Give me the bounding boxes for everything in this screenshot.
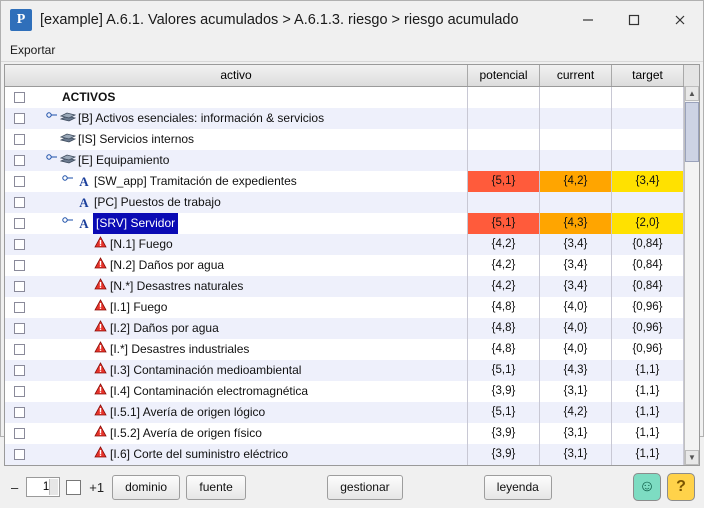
row-label: [PC] Puestos de trabajo — [94, 195, 221, 209]
row-label: [N.*] Desastres naturales — [110, 279, 244, 293]
row-label: [I.6] Corte del suministro eléctrico — [110, 447, 289, 461]
cell-current: {4,2} — [540, 171, 612, 192]
leyenda-button[interactable]: leyenda — [484, 475, 552, 500]
row-label: [B] Activos esenciales: información & servicios — [78, 111, 325, 125]
expand-toggle-icon[interactable] — [61, 171, 75, 192]
cell-activo[interactable] — [5, 276, 468, 297]
cell-target — [612, 150, 684, 171]
cell-potencial: {5,1} — [468, 402, 540, 423]
column-header-current[interactable]: current — [540, 65, 612, 86]
risk-table — [4, 64, 700, 466]
cell-current: {4,3} — [540, 360, 612, 381]
minimize-button[interactable] — [565, 1, 611, 39]
cell-potencial: {4,2} — [468, 276, 540, 297]
row-checkbox[interactable] — [14, 407, 25, 418]
cell-activo[interactable] — [5, 213, 468, 234]
cell-potencial: {3,9} — [468, 444, 540, 465]
cell-activo[interactable] — [5, 360, 468, 381]
cell-activo[interactable] — [5, 318, 468, 339]
cell-potencial — [468, 192, 540, 213]
row-checkbox[interactable] — [14, 134, 25, 145]
cell-target: {0,84} — [612, 234, 684, 255]
threat-warning-icon — [91, 339, 109, 360]
decrement-button[interactable]: – — [11, 479, 19, 495]
cell-target: {0,84} — [612, 276, 684, 297]
threat-warning-icon — [91, 255, 109, 276]
cell-current: {3,4} — [540, 234, 612, 255]
cell-current: {4,0} — [540, 318, 612, 339]
cell-target: {0,84} — [612, 255, 684, 276]
threat-warning-icon — [91, 444, 109, 465]
table-row[interactable] — [5, 318, 699, 339]
cell-target: {1,1} — [612, 444, 684, 465]
table-row[interactable] — [5, 444, 699, 465]
cell-activo[interactable] — [5, 87, 468, 108]
cell-potencial: {4,8} — [468, 339, 540, 360]
row-label: [IS] Servicios internos — [78, 132, 195, 146]
cell-target: {1,1} — [612, 360, 684, 381]
row-label: [I.5.2] Avería de origen físico — [110, 426, 262, 440]
row-checkbox[interactable] — [14, 428, 25, 439]
cell-potencial: {5,1} — [468, 171, 540, 192]
row-checkbox[interactable] — [14, 197, 25, 208]
cell-target: {0,96} — [612, 297, 684, 318]
cell-potencial: {5,1} — [468, 360, 540, 381]
cell-activo[interactable] — [5, 444, 468, 465]
table-row[interactable] — [5, 423, 699, 444]
threat-warning-icon — [91, 318, 109, 339]
threat-warning-icon — [91, 234, 109, 255]
title-bar — [1, 1, 703, 39]
column-header-activo[interactable]: activo — [5, 65, 468, 86]
cell-potencial: {5,1} — [468, 213, 540, 234]
cell-activo[interactable] — [5, 150, 468, 171]
table-header-row — [5, 65, 699, 87]
scroll-down-arrow[interactable]: ▼ — [685, 450, 699, 465]
asset-group-icon — [59, 129, 77, 150]
row-label: ACTIVOS — [62, 90, 116, 104]
level-stepper[interactable]: 1 — [26, 477, 60, 497]
cell-target: {0,96} — [612, 318, 684, 339]
cell-target — [612, 129, 684, 150]
menu-item-exportar[interactable]: Exportar — [10, 43, 56, 57]
cell-current: {4,3} — [540, 213, 612, 234]
cell-activo[interactable] — [5, 108, 468, 129]
cell-potencial: {3,9} — [468, 423, 540, 444]
row-checkbox[interactable] — [14, 344, 25, 355]
maximize-button[interactable] — [611, 1, 657, 39]
cell-activo[interactable] — [5, 129, 468, 150]
cell-activo[interactable] — [5, 255, 468, 276]
cell-activo[interactable] — [5, 234, 468, 255]
cell-target — [612, 192, 684, 213]
row-label: [I.*] Desastres industriales — [110, 342, 250, 356]
table-body — [5, 87, 699, 465]
dominio-button[interactable]: dominio — [112, 475, 180, 500]
table-row[interactable] — [5, 255, 699, 276]
plus-one-label[interactable]: +1 — [89, 479, 105, 495]
threat-warning-icon — [91, 297, 109, 318]
help-icon[interactable]: ? — [667, 473, 695, 501]
threat-warning-icon — [91, 423, 109, 444]
row-label: [I.4] Contaminación electromagnética — [110, 384, 309, 398]
cell-target: {2,0} — [612, 213, 684, 234]
row-label: [N.1] Fuego — [110, 237, 173, 251]
cell-current: {3,4} — [540, 255, 612, 276]
row-label: [N.2] Daños por agua — [110, 258, 225, 272]
window-controls — [565, 1, 703, 39]
header-scroll-corner — [684, 65, 699, 86]
row-label: [SRV] Servidor — [93, 213, 178, 234]
table-row[interactable] — [5, 87, 699, 108]
vertical-scrollbar[interactable] — [684, 86, 699, 465]
cell-potencial: {4,2} — [468, 255, 540, 276]
cell-potencial: {3,9} — [468, 381, 540, 402]
expand-toggle-icon[interactable] — [45, 150, 59, 171]
row-label: [E] Equipamiento — [78, 153, 170, 167]
cell-current: {4,0} — [540, 339, 612, 360]
row-checkbox[interactable] — [14, 281, 25, 292]
cell-activo[interactable] — [5, 423, 468, 444]
menu-bar — [1, 39, 703, 62]
fuente-button[interactable]: fuente — [186, 475, 246, 500]
table-row[interactable] — [5, 129, 699, 150]
row-checkbox[interactable] — [14, 92, 25, 103]
cell-current — [540, 129, 612, 150]
cell-target: {1,1} — [612, 423, 684, 444]
app-logo-icon: P — [10, 9, 32, 31]
cell-activo[interactable] — [5, 402, 468, 423]
row-label: [I.3] Contaminación medioambiental — [110, 363, 302, 377]
cell-activo[interactable] — [5, 171, 468, 192]
cell-potencial: {4,8} — [468, 297, 540, 318]
table-row[interactable] — [5, 171, 699, 192]
column-header-target[interactable]: target — [612, 65, 684, 86]
table-row[interactable] — [5, 402, 699, 423]
row-label: [I.2] Daños por agua — [110, 321, 219, 335]
scroll-up-arrow[interactable]: ▲ — [685, 86, 699, 101]
asset-icon: A — [79, 194, 89, 210]
cell-current: {3,1} — [540, 381, 612, 402]
row-checkbox[interactable] — [14, 323, 25, 334]
threat-warning-icon — [91, 276, 109, 297]
scrollbar-thumb[interactable] — [685, 102, 699, 162]
cell-target: {3,4} — [612, 171, 684, 192]
row-label: [SW_app] Tramitación de expedientes — [94, 174, 297, 188]
gestionar-button[interactable]: gestionar — [327, 475, 402, 500]
plus-checkbox[interactable] — [66, 480, 81, 495]
cell-target — [612, 108, 684, 129]
cell-current: {3,1} — [540, 444, 612, 465]
row-checkbox[interactable] — [14, 155, 25, 166]
expand-toggle-icon[interactable] — [45, 108, 59, 129]
table-row[interactable] — [5, 192, 699, 213]
row-label: [I.5.1] Avería de origen lógico — [110, 405, 266, 419]
expand-toggle-icon[interactable] — [61, 213, 75, 234]
cell-target: {1,1} — [612, 402, 684, 423]
cell-potencial: {4,8} — [468, 318, 540, 339]
cell-activo[interactable] — [5, 192, 468, 213]
row-checkbox[interactable] — [14, 176, 25, 187]
row-checkbox[interactable] — [14, 449, 25, 460]
table-row[interactable] — [5, 339, 699, 360]
cell-target: {0,96} — [612, 339, 684, 360]
table-row[interactable] — [5, 234, 699, 255]
table-row[interactable] — [5, 213, 699, 234]
column-header-potencial[interactable]: potencial — [468, 65, 540, 86]
row-checkbox[interactable] — [14, 302, 25, 313]
asset-group-icon — [59, 108, 77, 129]
asset-icon: A — [79, 173, 89, 189]
row-checkbox[interactable] — [14, 113, 25, 124]
cell-potencial — [468, 87, 540, 108]
cell-current — [540, 108, 612, 129]
threat-warning-icon — [91, 360, 109, 381]
close-button[interactable] — [657, 1, 703, 39]
cell-potencial — [468, 108, 540, 129]
threat-warning-icon — [91, 402, 109, 423]
cell-activo[interactable] — [5, 339, 468, 360]
smiley-icon[interactable]: ☺ — [633, 473, 661, 501]
row-checkbox[interactable] — [14, 239, 25, 250]
cell-current: {4,0} — [540, 297, 612, 318]
cell-potencial — [468, 129, 540, 150]
row-label: [I.1] Fuego — [110, 300, 168, 314]
cell-activo[interactable] — [5, 381, 468, 402]
cell-potencial: {4,2} — [468, 234, 540, 255]
cell-current: {3,1} — [540, 423, 612, 444]
table-row[interactable] — [5, 108, 699, 129]
window-title: [example] A.6.1. Valores acumulados > A.6.1.3. riesgo > riesgo acumulado — [40, 12, 519, 28]
row-checkbox[interactable] — [14, 218, 25, 229]
table-row[interactable] — [5, 150, 699, 171]
row-checkbox[interactable] — [14, 365, 25, 376]
table-row[interactable] — [5, 381, 699, 402]
cell-current: {3,4} — [540, 276, 612, 297]
cell-activo[interactable] — [5, 297, 468, 318]
footer-toolbar — [1, 466, 703, 508]
asset-group-icon — [59, 150, 77, 171]
row-checkbox[interactable] — [14, 260, 25, 271]
cell-target — [612, 87, 684, 108]
threat-warning-icon — [91, 381, 109, 402]
table-row[interactable] — [5, 297, 699, 318]
cell-potencial — [468, 150, 540, 171]
cell-current: {4,2} — [540, 402, 612, 423]
cell-current — [540, 150, 612, 171]
cell-target: {1,1} — [612, 381, 684, 402]
row-checkbox[interactable] — [14, 386, 25, 397]
asset-icon: A — [79, 215, 89, 231]
cell-current — [540, 87, 612, 108]
table-row[interactable] — [5, 360, 699, 381]
cell-current — [540, 192, 612, 213]
table-row[interactable] — [5, 276, 699, 297]
